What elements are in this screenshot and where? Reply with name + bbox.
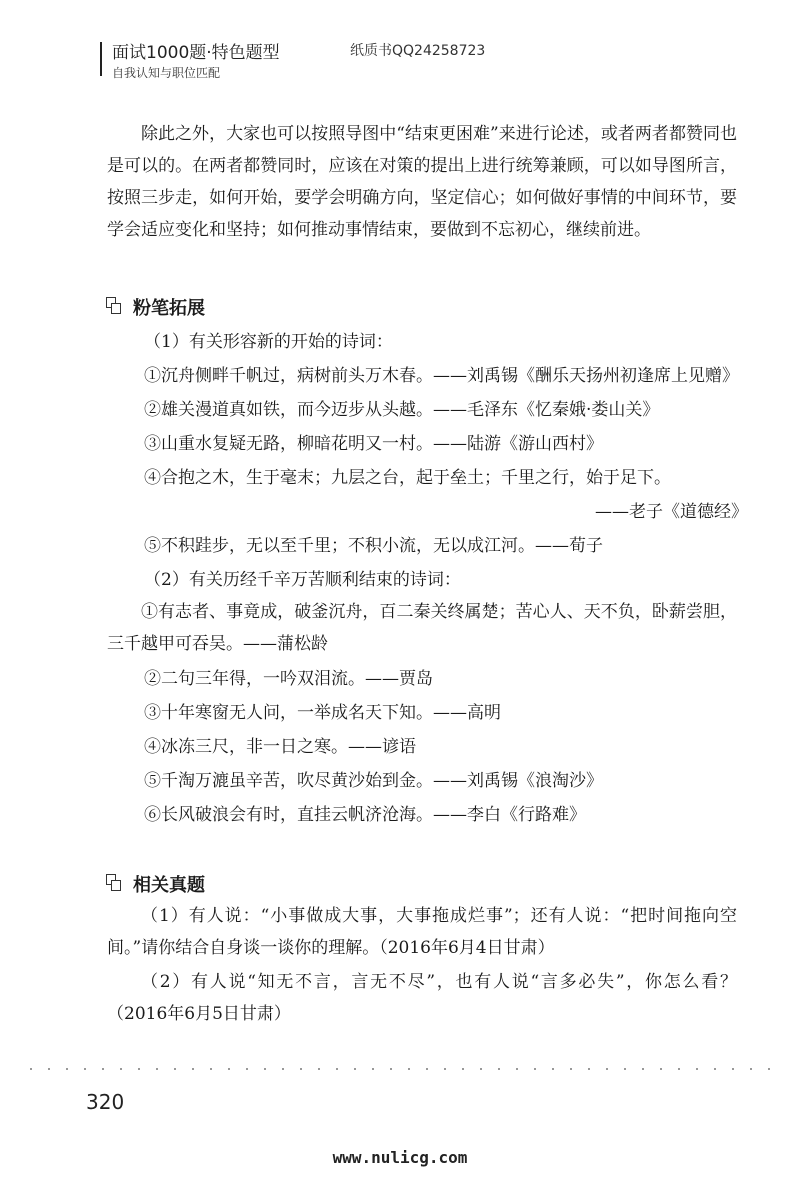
poem-item: ①沉舟侧畔千帆过，病树前头万木春。——刘禹锡《酬乐天扬州初逢席上见赠》	[144, 366, 739, 386]
page-number: 320	[86, 1090, 125, 1114]
footer-dotted-rule	[30, 1068, 770, 1070]
poem-item: ①有志者、事竟成，破釜沉舟，百二秦关终属楚；苦心人、天不负，卧薪尝胆，三千越甲可吞吴。——蒲松龄	[107, 602, 737, 654]
poem-item: ③山重水复疑无路，柳暗花明又一村。——陆游《游山西村》	[144, 434, 603, 454]
question-text: （2）有人说“知无不言，言无不尽”，也有人说“言多必失”，你怎么看？（2016年6月5日甘肃）	[107, 972, 737, 1024]
related-question-1	[107, 900, 737, 964]
group1-heading: （1）有关形容新的开始的诗词：	[144, 332, 393, 352]
poem-item: ④冰冻三尺，非一日之寒。——谚语	[144, 737, 416, 757]
extension-title: 粉笔拓展	[133, 298, 205, 319]
poem-item: ⑤不积跬步，无以至千里；不积小流，无以成江河。——荀子	[144, 536, 603, 556]
header-watermark: 纸质书QQ24258723	[350, 43, 486, 59]
section-icon	[106, 297, 122, 315]
poem-item: ②雄关漫道真如铁，而今迈步从头越。——毛泽东《忆秦娥·娄山关》	[144, 400, 660, 420]
header-title: 面试1000题·特色题型	[112, 43, 280, 63]
poem-item: ②二句三年得，一吟双泪流。——贾岛	[144, 669, 433, 689]
header-divider	[100, 42, 102, 76]
group2-heading: （2）有关历经千辛万苦顺利结束的诗词：	[144, 570, 461, 590]
poem-item: ⑤千淘万漉虽辛苦，吹尽黄沙始到金。——刘禹锡《浪淘沙》	[144, 771, 603, 791]
section-icon	[106, 874, 122, 892]
header-subtitle: 自我认知与职位匹配	[112, 66, 221, 80]
poem-item-wrap	[107, 596, 737, 660]
intro-paragraph	[107, 118, 737, 246]
poem-item: ⑥长风破浪会有时，直挂云帆济沧海。——李白《行路难》	[144, 805, 586, 825]
poem-item: ④合抱之木，生于毫末；九层之台，起于垒土；千里之行，始于足下。	[144, 468, 671, 488]
footer-url: www.nulicg.com	[332, 1148, 468, 1167]
poem-attribution: ——老子《道德经》	[595, 502, 748, 522]
question-text: （1）有人说：“小事做成大事，大事拖成烂事”；还有人说：“把时间拖向空间。”请你结合自身谈一谈你的理解。（2016年6月4日甘肃）	[107, 906, 737, 958]
related-title: 相关真题	[133, 875, 205, 896]
intro-text: 除此之外，大家也可以按照导图中“结束更困难”来进行论述，或者两者都赞同也是可以的。在两者都赞同时，应该在对策的提出上进行统筹兼顾，可以如导图所言，按照三步走，如何开始，要学会明确方向，坚定信心；如何做好事情的中间环节，要学会适应变化和坚持；如何推动事情结束，要做到不忘初心，继续前进。	[107, 124, 737, 240]
poem-item: ③十年寒窗无人问，一举成名天下知。——高明	[144, 703, 501, 723]
related-question-2	[107, 966, 737, 1030]
